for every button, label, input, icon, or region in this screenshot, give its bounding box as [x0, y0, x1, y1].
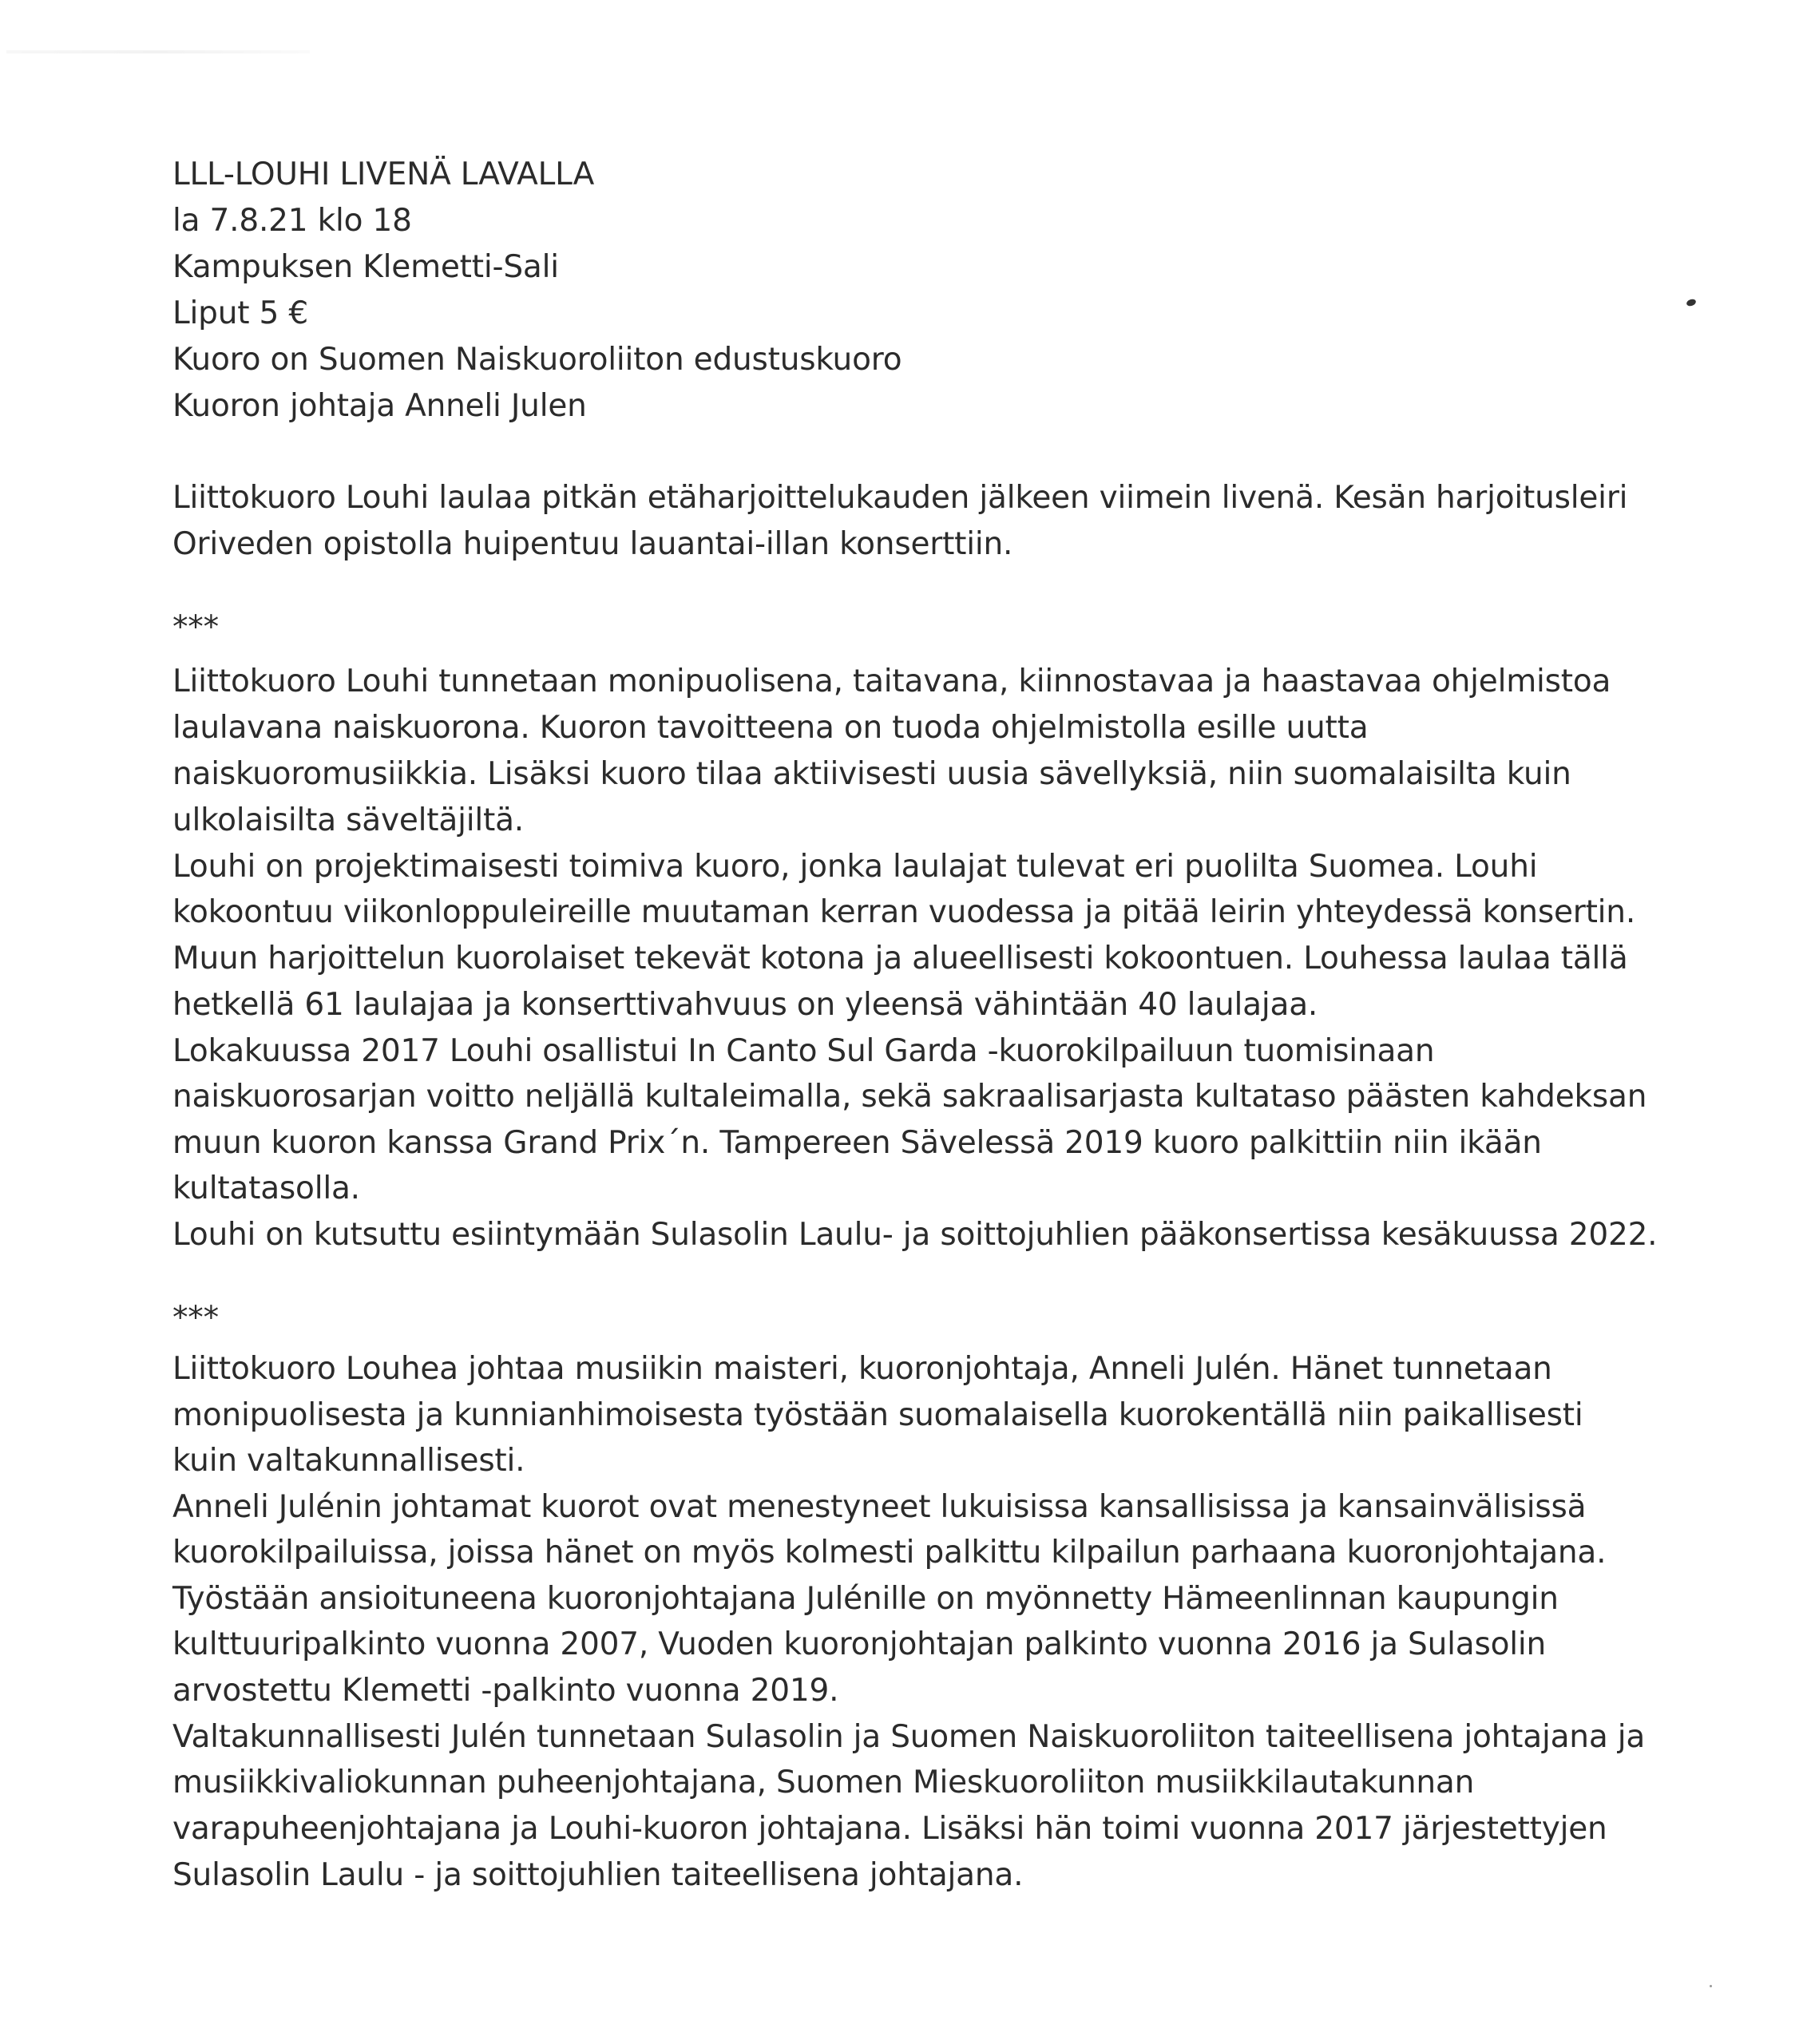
about-choir-line: Muun harjoittelun kuorolaiset tekevät kotona ja alueellisesti kokoontuen. Louhessa laulaa tällä — [172, 941, 1628, 976]
about-choir-line: naiskuoromusiikkia. Lisäksi kuoro tilaa aktiivisesti uusia sävellyksiä, niin suomalaisilta kuin — [172, 756, 1571, 792]
about-conductor-line: Anneli Julénin johtamat kuorot ovat menestyneet lukuisissa kansallisissa ja kansainvälisissä — [172, 1489, 1587, 1525]
intro-line: Oriveden opistolla huipentuu lauantai-illan konserttiin. — [172, 526, 1013, 562]
about-choir-line: kultatasolla. — [172, 1171, 360, 1206]
about-choir-line: hetkellä 61 laulajaa ja konserttivahvuus on yleensä vähintään 40 laulajaa. — [172, 987, 1318, 1023]
intro-line: Liittokuoro Louhi laulaa pitkän etäharjoittelukauden jälkeen viimein livenä. Kesän harjoitusleiri — [172, 480, 1628, 516]
about-conductor-line: arvostettu Klemetti -palkinto vuonna 2019. — [172, 1673, 839, 1709]
ticket-price: Liput 5 € — [172, 295, 308, 331]
about-choir-line: laulavana naiskuorona. Kuoron tavoitteena on tuoda ohjelmistolla esille uutta — [172, 710, 1369, 746]
about-conductor-line: Työstään ansioituneena kuoronjohtajana Julénille on myönnetty Hämeenlinnan kaupungin — [172, 1581, 1559, 1617]
about-conductor-line: Valtakunnallisesti Julén tunnetaan Sulasolin ja Suomen Naiskuoroliiton taiteellisena johtajana ja — [172, 1719, 1646, 1755]
about-choir-line: muun kuoron kanssa Grand Prix´n. Tampereen Sävelessä 2019 kuoro palkittiin niin ikään — [172, 1125, 1542, 1161]
about-choir-line: Liittokuoro Louhi tunnetaan monipuolisena, taitavana, kiinnostavaa ja haastavaa ohjelmistoa — [172, 664, 1611, 699]
about-choir-line: naiskuorosarjan voitto neljällä kultaleimalla, sekä sakraalisarjasta kultataso päästen kahdeksan — [172, 1079, 1647, 1115]
about-conductor-line: varapuheenjohtajana ja Louhi-kuoron johtajana. Lisäksi hän toimi vuonna 2017 järjestettyjen — [172, 1811, 1607, 1847]
section-separator: *** — [172, 609, 219, 645]
about-conductor-line: monipuolisesta ja kunnianhimoisesta työstään suomalaisella kuorokentällä niin paikallisesti — [172, 1397, 1583, 1433]
about-conductor-line: kuin valtakunnallisesti. — [172, 1443, 525, 1479]
scan-smudge — [6, 50, 310, 53]
about-conductor-line: kuorokilpailuissa, joissa hänet on myös kolmesti palkittu kilpailun parhaana kuoronjohtajana. — [172, 1535, 1607, 1571]
section-separator: *** — [172, 1300, 219, 1336]
about-choir-line: kokoontuu viikonloppuleireille muutaman kerran vuodessa ja pitää leirin yhteydessä konsertin. — [172, 894, 1636, 930]
event-title: LLL-LOUHI LIVENÄ LAVALLA — [172, 156, 595, 192]
about-choir-line: Louhi on projektimaisesti toimiva kuoro, jonka laulajat tulevat eri puolilta Suomea. Louhi — [172, 849, 1538, 885]
scan-speck — [1686, 298, 1697, 307]
about-conductor-line: musiikkivaliokunnan puheenjohtajana, Suomen Mieskuoroliiton musiikkilautakunnan — [172, 1765, 1475, 1800]
about-conductor-line: Liittokuoro Louhea johtaa musiikin maisteri, kuoronjohtaja, Anneli Julén. Hänet tunnetaan — [172, 1351, 1552, 1387]
choir-affiliation: Kuoro on Suomen Naiskuoroliiton edustuskuoro — [172, 342, 902, 378]
event-date-time: la 7.8.21 klo 18 — [172, 203, 412, 239]
about-choir-line: ulkolaisilta säveltäjiltä. — [172, 802, 524, 838]
about-conductor-line: Sulasolin Laulu - ja soittojuhlien taiteellisena johtajana. — [172, 1857, 1024, 1893]
scan-speck — [1710, 1985, 1712, 1987]
about-choir-line: Louhi on kutsuttu esiintymään Sulasolin Laulu- ja soittojuhlien pääkonsertissa kesäkuussa 2022. — [172, 1217, 1658, 1253]
about-choir-line: Lokakuussa 2017 Louhi osallistui In Canto Sul Garda -kuorokilpailuun tuomisinaan — [172, 1033, 1435, 1069]
about-conductor-line: kulttuuripalkinto vuonna 2007, Vuoden kuoronjohtajan palkinto vuonna 2016 ja Sulasolin — [172, 1626, 1547, 1662]
event-venue: Kampuksen Klemetti-Sali — [172, 249, 559, 285]
conductor-line: Kuoron johtaja Anneli Julen — [172, 388, 587, 424]
